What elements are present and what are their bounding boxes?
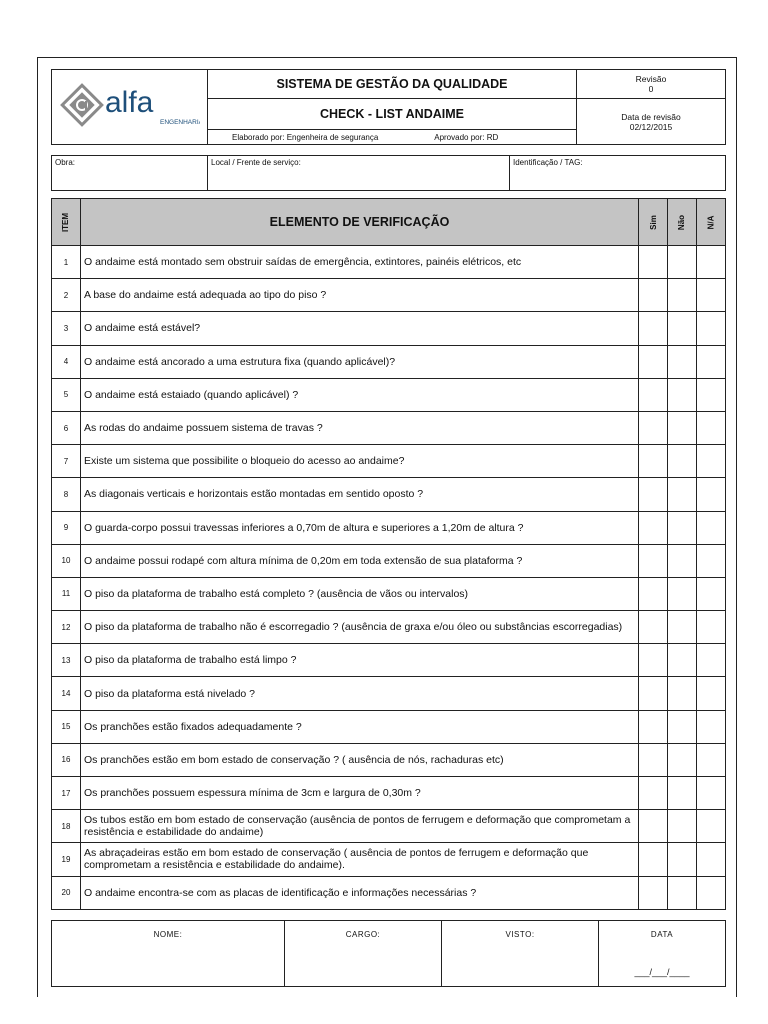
visto-field[interactable]: VISTO: [442, 921, 599, 987]
na-checkbox[interactable] [697, 445, 726, 478]
date-placeholder: ___/___/____ [634, 967, 690, 977]
sim-checkbox[interactable] [639, 511, 668, 544]
item-text: O piso da plataforma de trabalho está limpo ? [81, 644, 639, 677]
sim-checkbox[interactable] [639, 478, 668, 511]
checklist-row [52, 876, 726, 909]
item-text: O piso da plataforma de trabalho está completo ? (ausência de vãos ou intervalos) [81, 577, 639, 610]
item-number: 15 [52, 710, 81, 743]
na-checkbox[interactable] [697, 511, 726, 544]
site-info-table [51, 155, 726, 191]
nao-checkbox[interactable] [668, 577, 697, 610]
item-text: O andaime está ancorado a uma estrutura fixa (quando aplicável)? [81, 345, 639, 378]
item-text: O piso da plataforma está nivelado ? [81, 677, 639, 710]
item-number: 3 [52, 312, 81, 345]
checklist-row [52, 843, 726, 876]
checklist-row [52, 777, 726, 810]
item-number: 6 [52, 411, 81, 444]
na-checkbox[interactable] [697, 611, 726, 644]
checklist-row [52, 445, 726, 478]
system-title: SISTEMA DE GESTÃO DA QUALIDADE [208, 70, 577, 99]
nao-checkbox[interactable] [668, 644, 697, 677]
nao-checkbox[interactable] [668, 710, 697, 743]
item-text: O guarda-corpo possui travessas inferiores a 0,70m de altura e superiores a 1,20m de altura ? [81, 511, 639, 544]
item-text: Os pranchões estão fixados adequadamente ? [81, 710, 639, 743]
na-checkbox[interactable] [697, 777, 726, 810]
item-text: O andaime possui rodapé com altura mínima de 0,20m em toda extensão de sua plataforma ? [81, 544, 639, 577]
na-checkbox[interactable] [697, 544, 726, 577]
item-number: 5 [52, 378, 81, 411]
item-text: Os pranchões estão em bom estado de conservação ? ( ausência de nós, rachaduras etc) [81, 743, 639, 776]
checklist-row [52, 544, 726, 577]
na-checkbox[interactable] [697, 411, 726, 444]
nao-checkbox[interactable] [668, 777, 697, 810]
sim-column-header: Sim [639, 199, 668, 246]
sim-checkbox[interactable] [639, 411, 668, 444]
nao-checkbox[interactable] [668, 478, 697, 511]
checklist-body [52, 246, 726, 910]
checklist-row [52, 345, 726, 378]
na-checkbox[interactable] [697, 810, 726, 843]
na-checkbox[interactable] [697, 644, 726, 677]
company-logo [52, 70, 208, 145]
checklist-row [52, 810, 726, 843]
sim-checkbox[interactable] [639, 777, 668, 810]
nao-checkbox[interactable] [668, 345, 697, 378]
na-checkbox[interactable] [697, 677, 726, 710]
item-text: As abraçadeiras estão em bom estado de conservação ( ausência de pontos de ferrugem e deformação que comprometam a resistência e estabilidade do andaime). [81, 843, 639, 876]
item-number: 8 [52, 478, 81, 511]
checklist-row [52, 577, 726, 610]
nao-column-header: Não [668, 199, 697, 246]
sim-checkbox[interactable] [639, 710, 668, 743]
item-text: Os pranchões possuem espessura mínima de 3cm e largura de 0,30m ? [81, 777, 639, 810]
item-number: 11 [52, 577, 81, 610]
nao-checkbox[interactable] [668, 279, 697, 312]
document-page [37, 57, 737, 997]
na-checkbox[interactable] [697, 743, 726, 776]
na-checkbox[interactable] [697, 710, 726, 743]
signature-table [51, 920, 726, 987]
item-number: 18 [52, 810, 81, 843]
sim-checkbox[interactable] [639, 246, 668, 279]
element-column-header: ELEMENTO DE VERIFICAÇÃO [81, 199, 639, 246]
sim-checkbox[interactable] [639, 843, 668, 876]
sim-checkbox[interactable] [639, 279, 668, 312]
checklist-row [52, 644, 726, 677]
item-number: 1 [52, 246, 81, 279]
item-number: 7 [52, 445, 81, 478]
nao-checkbox[interactable] [668, 445, 697, 478]
sim-checkbox[interactable] [639, 810, 668, 843]
checklist-row [52, 743, 726, 776]
sim-checkbox[interactable] [639, 312, 668, 345]
checklist-row [52, 478, 726, 511]
checklist-row [52, 710, 726, 743]
logo-tagline-text: ENGENHARIA [159, 118, 200, 126]
item-number: 17 [52, 777, 81, 810]
item-number: 10 [52, 544, 81, 577]
nao-checkbox[interactable] [668, 611, 697, 644]
checklist-row [52, 411, 726, 444]
checklist-row [52, 378, 726, 411]
revision-value: 0 [648, 84, 654, 94]
sim-checkbox[interactable] [639, 743, 668, 776]
item-text: O andaime está estável? [81, 312, 639, 345]
item-number: 12 [52, 611, 81, 644]
nao-checkbox[interactable] [668, 810, 697, 843]
na-checkbox[interactable] [697, 478, 726, 511]
na-checkbox[interactable] [697, 246, 726, 279]
revision-label: Revisão [635, 74, 667, 84]
nao-checkbox[interactable] [668, 511, 697, 544]
checklist-table [51, 198, 726, 910]
document-title: CHECK - LIST ANDAIME [208, 99, 577, 130]
na-checkbox[interactable] [697, 577, 726, 610]
item-number: 19 [52, 843, 81, 876]
item-text: A base do andaime está adequada ao tipo do piso ? [81, 279, 639, 312]
item-text: O andaime está montado sem obstruir saídas de emergência, extintores, painéis elétricos, etc [81, 246, 639, 279]
item-number: 20 [52, 876, 81, 909]
na-checkbox[interactable] [697, 378, 726, 411]
nao-checkbox[interactable] [668, 544, 697, 577]
nao-checkbox[interactable] [668, 312, 697, 345]
item-number: 13 [52, 644, 81, 677]
sim-checkbox[interactable] [639, 378, 668, 411]
document-header [51, 69, 726, 145]
na-column-header: N/A [697, 199, 726, 246]
revision-date-label: Data de revisão [621, 111, 681, 122]
local-field[interactable]: Local / Frente de serviço: [208, 156, 510, 191]
checklist-row [52, 246, 726, 279]
item-text: Os tubos estão em bom estado de conservação (ausência de pontos de ferrugem e deformação que comprometam a resistência e estabilidade do andaime) [81, 810, 639, 843]
item-column-header: ITEM [52, 199, 81, 246]
sim-checkbox[interactable] [639, 677, 668, 710]
nao-checkbox[interactable] [668, 378, 697, 411]
checklist-row [52, 312, 726, 345]
revision-date-value: 02/12/2015 [629, 121, 673, 132]
logo-brand-text: alfa [104, 85, 153, 119]
item-number: 2 [52, 279, 81, 312]
sim-checkbox[interactable] [639, 611, 668, 644]
sim-checkbox[interactable] [639, 345, 668, 378]
nao-checkbox[interactable] [668, 843, 697, 876]
sim-checkbox[interactable] [639, 876, 668, 909]
nao-checkbox[interactable] [668, 743, 697, 776]
data-label: DATA [650, 930, 674, 939]
cargo-field[interactable]: CARGO: [285, 921, 442, 987]
approved-by: Aprovado por: RD [434, 132, 499, 142]
nao-checkbox[interactable] [668, 411, 697, 444]
checklist-row [52, 511, 726, 544]
item-text: As rodas do andaime possuem sistema de travas ? [81, 411, 639, 444]
sim-checkbox[interactable] [639, 644, 668, 677]
na-checkbox[interactable] [697, 279, 726, 312]
item-text: O andaime encontra-se com as placas de identificação e informações necessárias ? [81, 876, 639, 909]
checklist-row [52, 279, 726, 312]
nome-field[interactable]: NOME: [52, 921, 285, 987]
item-text: O piso da plataforma de trabalho não é escorregadio ? (ausência de graxa e/ou óleo ou substâncias escorregadias) [81, 611, 639, 644]
nao-checkbox[interactable] [668, 246, 697, 279]
item-number: 14 [52, 677, 81, 710]
revision-cell [577, 70, 726, 99]
revision-date-cell [577, 99, 726, 145]
checklist-row [52, 611, 726, 644]
item-text: Existe um sistema que possibilite o bloqueio do acesso ao andaime? [81, 445, 639, 478]
na-checkbox[interactable] [697, 345, 726, 378]
na-checkbox[interactable] [697, 843, 726, 876]
checklist-header-row [52, 199, 726, 246]
obra-field[interactable]: Obra: [52, 156, 208, 191]
authorship-row [208, 130, 577, 145]
sim-checkbox[interactable] [639, 577, 668, 610]
item-number: 9 [52, 511, 81, 544]
na-checkbox[interactable] [697, 312, 726, 345]
nao-checkbox[interactable] [668, 876, 697, 909]
tag-field[interactable]: Identificação / TAG: [510, 156, 726, 191]
sim-checkbox[interactable] [639, 445, 668, 478]
item-text: O andaime está estaiado (quando aplicável) ? [81, 378, 639, 411]
nao-checkbox[interactable] [668, 677, 697, 710]
sim-checkbox[interactable] [639, 544, 668, 577]
checklist-row [52, 677, 726, 710]
item-text: As diagonais verticais e horizontais estão montadas em sentido oposto ? [81, 478, 639, 511]
item-number: 16 [52, 743, 81, 776]
data-field[interactable] [599, 921, 726, 987]
item-number: 4 [52, 345, 81, 378]
na-checkbox[interactable] [697, 876, 726, 909]
prepared-by: Elaborado por: Engenheira de segurança [232, 132, 379, 142]
alfa-logo-icon [60, 80, 200, 130]
